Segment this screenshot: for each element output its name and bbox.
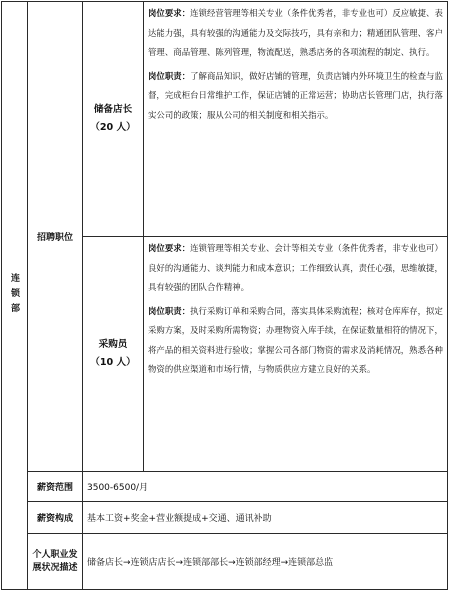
recruitment-table: [1, 1, 448, 590]
recruit-positions-label: 招聘职位: [36, 233, 73, 243]
position-title-purchaser: [83, 237, 143, 471]
career-development-value: 储备店长→连锁店店长→连锁部部长→连锁部经理→连锁部总监: [87, 558, 334, 568]
salary-range-label: 薪资范围: [36, 483, 73, 493]
position-title-store-manager: [83, 2, 143, 236]
position-count: （10 人）: [90, 357, 136, 368]
requirement-label: 岗位要求：: [148, 243, 191, 253]
requirement-text: 连锁管理等相关专业、会计等相关专业（条件优秀者，非专业也可）良好的沟通能力、谈判能力和成本意识；工作细致认真，责任心强，思维敏捷，具有较强的团队合作精神。: [148, 243, 443, 292]
career-development-label: 个人职业发展状况描述: [32, 549, 78, 573]
duty-label: 岗位职责：: [148, 70, 191, 81]
requirement-text: 连锁经营管理等相关专业（条件优秀者，非专业也可）反应敏捷、表达能力强，具有较强的沟通能力及交际技巧，具有亲和力；精通团队管理、客户管理、商品管理、陈列管理，物流配送，熟悉店务的各项流程的制定、执行。: [148, 8, 443, 57]
duty-label: 岗位职责：: [148, 305, 191, 316]
requirement-label: 岗位要求：: [148, 8, 191, 18]
duty-text: 执行采购订单和采购合同，落实具体采购流程；核对仓库库存，拟定采购方案，及时采购所需物资；办理物资入库手续，在保证数量相符的情况下，将产品的相关资料进行验收；掌握公司各部门物资的需求及消耗情况，熟悉各种物资的供应渠道和市场行情，与物质供应方建立良好的关系。: [148, 305, 443, 374]
salary-structure-label: 薪资构成: [36, 514, 73, 524]
department-label: 连锁部: [9, 273, 19, 318]
position-description-purchaser: [148, 239, 443, 471]
salary-range-value: 3500-6500/月: [87, 483, 149, 493]
salary-structure-value: 基本工资+奖金+营业额提成+交通、通讯补助: [87, 514, 272, 524]
position-title: 储备店长: [93, 104, 133, 115]
duty-text: 了解商品知识，做好店铺的管理，负责店铺内外环境卫生的检查与监督，完成柜台日常维护工作，保证店铺的正常运营；协助店长管理门店，执行落实公司的政策；服从公司的相关制度和相关指示。: [148, 70, 443, 120]
position-description-store-manager: [148, 4, 443, 236]
position-title: 采购员: [98, 339, 128, 350]
position-count: （20 人）: [90, 122, 136, 133]
